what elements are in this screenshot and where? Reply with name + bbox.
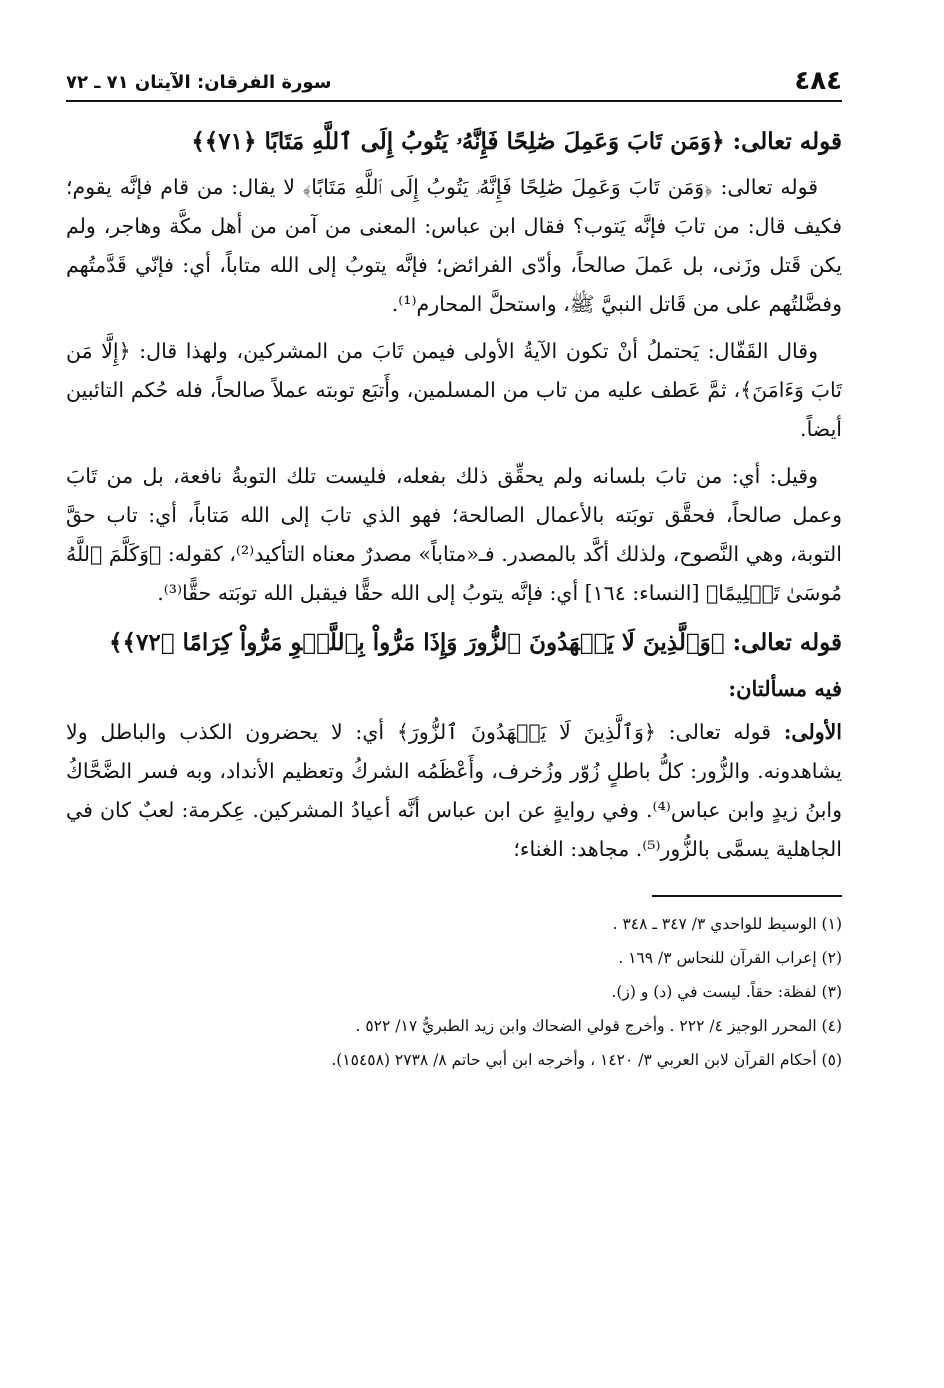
first-issue-label: الأولى:	[783, 720, 842, 744]
verse-heading-72: قوله تعالى: ﴿وَٱلَّذِينَ لَا يَشۡهَدُونَ ٱلزُّورَ وَإِذَا مَرُّواْ بِٱللَّغۡوِ مَرُّواْ كِرَامًا ﴿٧٢﴾﴾	[109, 629, 842, 656]
footnote-3: (٣) لفظة: حقاً. ليست في (د) و (ز).	[611, 983, 842, 1001]
two-issues-heading: فيه مسألتان:	[728, 676, 842, 701]
book-page	[66, 62, 842, 1077]
running-header	[66, 62, 842, 102]
page-number: ٤٨٤	[794, 66, 842, 96]
paragraph-4-text: قوله تعالى: ﴿وَٱلَّذِينَ لَا يَشۡهَدُونَ ٱلزُّورَ﴾ أي: لا يحضرون الكذب والباطل ولا يشاهدونه. والزُّور: كلُّ باطلٍ زُوّر وزُخرف، وأَعْظَمُه الشركُ وتعظيم الأنداد، وبه فسر الضَّحَّاكُ وابنُ زيدٍ وابن عباس⁽⁴⁾. وفي روايةٍ عن ابن عباس أنَّه أعيادُ المشركين. عِكرمة: لعبٌ كان في الجاهلية يسمَّى بالزُّور⁽⁵⁾. مجاهد: الغناء؛	[66, 720, 843, 861]
verse-heading-71: قوله تعالى: ﴿وَمَن تَابَ وَعَمِلَ صَٰلِحًا فَإِنَّهُۥ يَتُوبُ إِلَى ٱللَّهِ مَتَابًا ﴿٧١﴾﴾	[191, 128, 842, 155]
paragraph-2: وقال القَفّال: يَحتملُ أنْ تكون الآيةُ الأولى فيمن تَابَ من المشركين، ولهذا قال: ﴿إِلَّا مَن تَابَ وَءَامَنَ﴾، ثمَّ عَطف عليه من تاب من المسلمين، وأَتبَع توبته عملاً صالحاً، فله حُكم التائبين أيضاً.	[66, 339, 842, 441]
footnotes	[66, 907, 842, 1077]
footnote-4: (٤) المحرر الوجيز ٤/ ٢٢٢ . وأخرج قولي الضحاك وابن زيد الطبريُّ ١٧/ ٥٢٢ .	[355, 1017, 842, 1035]
paragraph-4	[66, 713, 842, 869]
footnote-divider	[652, 895, 842, 897]
paragraph-3: وقيل: أي: من تابَ بلسانه ولم يحقِّق ذلك بفعله، فليست تلك التوبةُ نافعة، بل من تَابَ وعمل صالحاً، فحقَّق توبَته بالأعمال الصالحة؛ فهو الذي تابَ إلى الله مَتاباً، أي: تاب حقَّ التوبة، وهي النَّصوح، ولذلك أكَّد بالمصدر. فـ«متاباً» مصدرٌ معناه التأكيد⁽²⁾، كقوله: ﴿وَكَلَّمَ ٱللَّهُ مُوسَىٰ تَكۡلِيمًا﴾ [النساء: ١٦٤] أي: فإنَّه يتوبُ إلى الله حقًّا فيقبل الله توبَته حقًّا⁽³⁾.	[66, 464, 842, 605]
paragraph-1: قوله تعالى: ﴿وَمَن تَابَ وَعَمِلَ صَٰلِحًا فَإِنَّهُۥ يَتُوبُ إِلَى ٱللَّهِ مَتَابًا﴾ لا يقال: من قام فإنَّه يقوم؛ فكيف قال: من تابَ فإنَّه يَتوب؟ فقال ابن عباس: المعنى من آمن من أهل مكَّة وهاجر، ولم يكن قَتل وزَنى، بل عَملَ صالحاً، وأدّى الفرائض؛ فإنَّه يتوبُ إلى الله متاباً، أي: فإنّي قَدَّمتُهم وفضَّلتُهم على من قَاتل النبيَّ ﷺ، واستحلَّ المحارم⁽¹⁾.	[66, 175, 842, 316]
page-body	[66, 120, 842, 869]
footnote-1: (١) الوسيط للواحدي ٣/ ٣٤٧ ـ ٣٤٨ .	[612, 915, 842, 933]
footnote-2: (٢) إعراب القرآن للنحاس ٣/ ١٦٩ .	[618, 949, 842, 967]
footnote-5: (٥) أحكام القرآن لابن العربي ٣/ ١٤٢٠ ، وأخرجه ابن أبي حاتم ٨/ ٢٧٣٨ (١٥٤٥٨).	[331, 1051, 842, 1069]
header-title: سورة الفرقان: الآيتان ٧١ ـ ٧٢	[66, 72, 332, 93]
